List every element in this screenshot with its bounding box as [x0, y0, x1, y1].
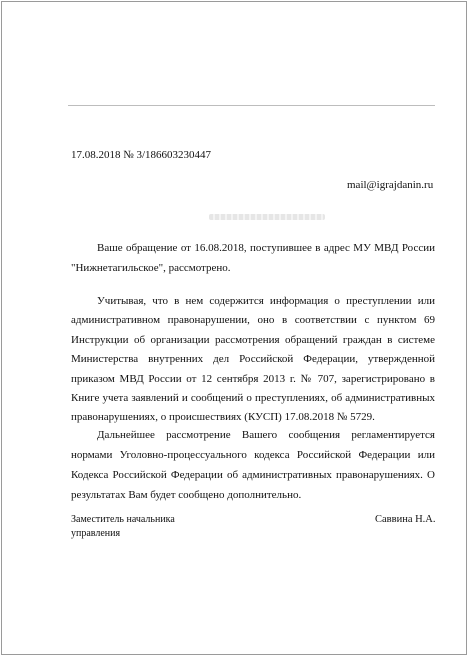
letter-page: [1, 1, 467, 655]
signatory-name: Саввина Н.А.: [375, 514, 436, 525]
paragraph-received: [71, 238, 435, 278]
recipient-email: mail@igrajdanin.ru: [347, 179, 434, 191]
paragraph-text: Дальнейшее рассмотрение Вашего сообщения регламентируется нормами Уголовно-процессуального кодекса Российской Федерации или Кодекса Российской Федерации об административных правонарушениях. О результатах Вам будет сообщено дополнительно.: [71, 429, 435, 501]
paragraph-registered: [71, 292, 435, 428]
faint-watermark-text: [209, 214, 325, 220]
signatory-position-line1: Заместитель начальника: [71, 514, 175, 525]
paragraph-text: Ваше обращение от 16.08.2018, поступившее в адрес МУ МВД России "Нижнетагильское", рассмотрено.: [71, 242, 435, 274]
header-divider: [68, 105, 435, 106]
paragraph-text: Учитывая, что в нем содержится информация о преступлении или административном правонарушении, оно в соответствии с пунктом 69 Инструкции об организации рассмотрения обращений граждан в системе Министерства внутренних дел Российской Федерации, утвержденной приказом МВД России от 12 сентября 2013 г. № 707, зарегистрировано в Книге учета заявлений и сообщений о преступлениях, об административных правонарушениях, о происшествиях (КУСП) 17.08.2018 № 5729.: [71, 295, 435, 424]
registration-number: 17.08.2018 № 3/186603230447: [71, 149, 212, 161]
paragraph-further: [71, 425, 435, 505]
signatory-position: [71, 513, 175, 541]
signatory-position-line2: управления: [71, 528, 121, 539]
